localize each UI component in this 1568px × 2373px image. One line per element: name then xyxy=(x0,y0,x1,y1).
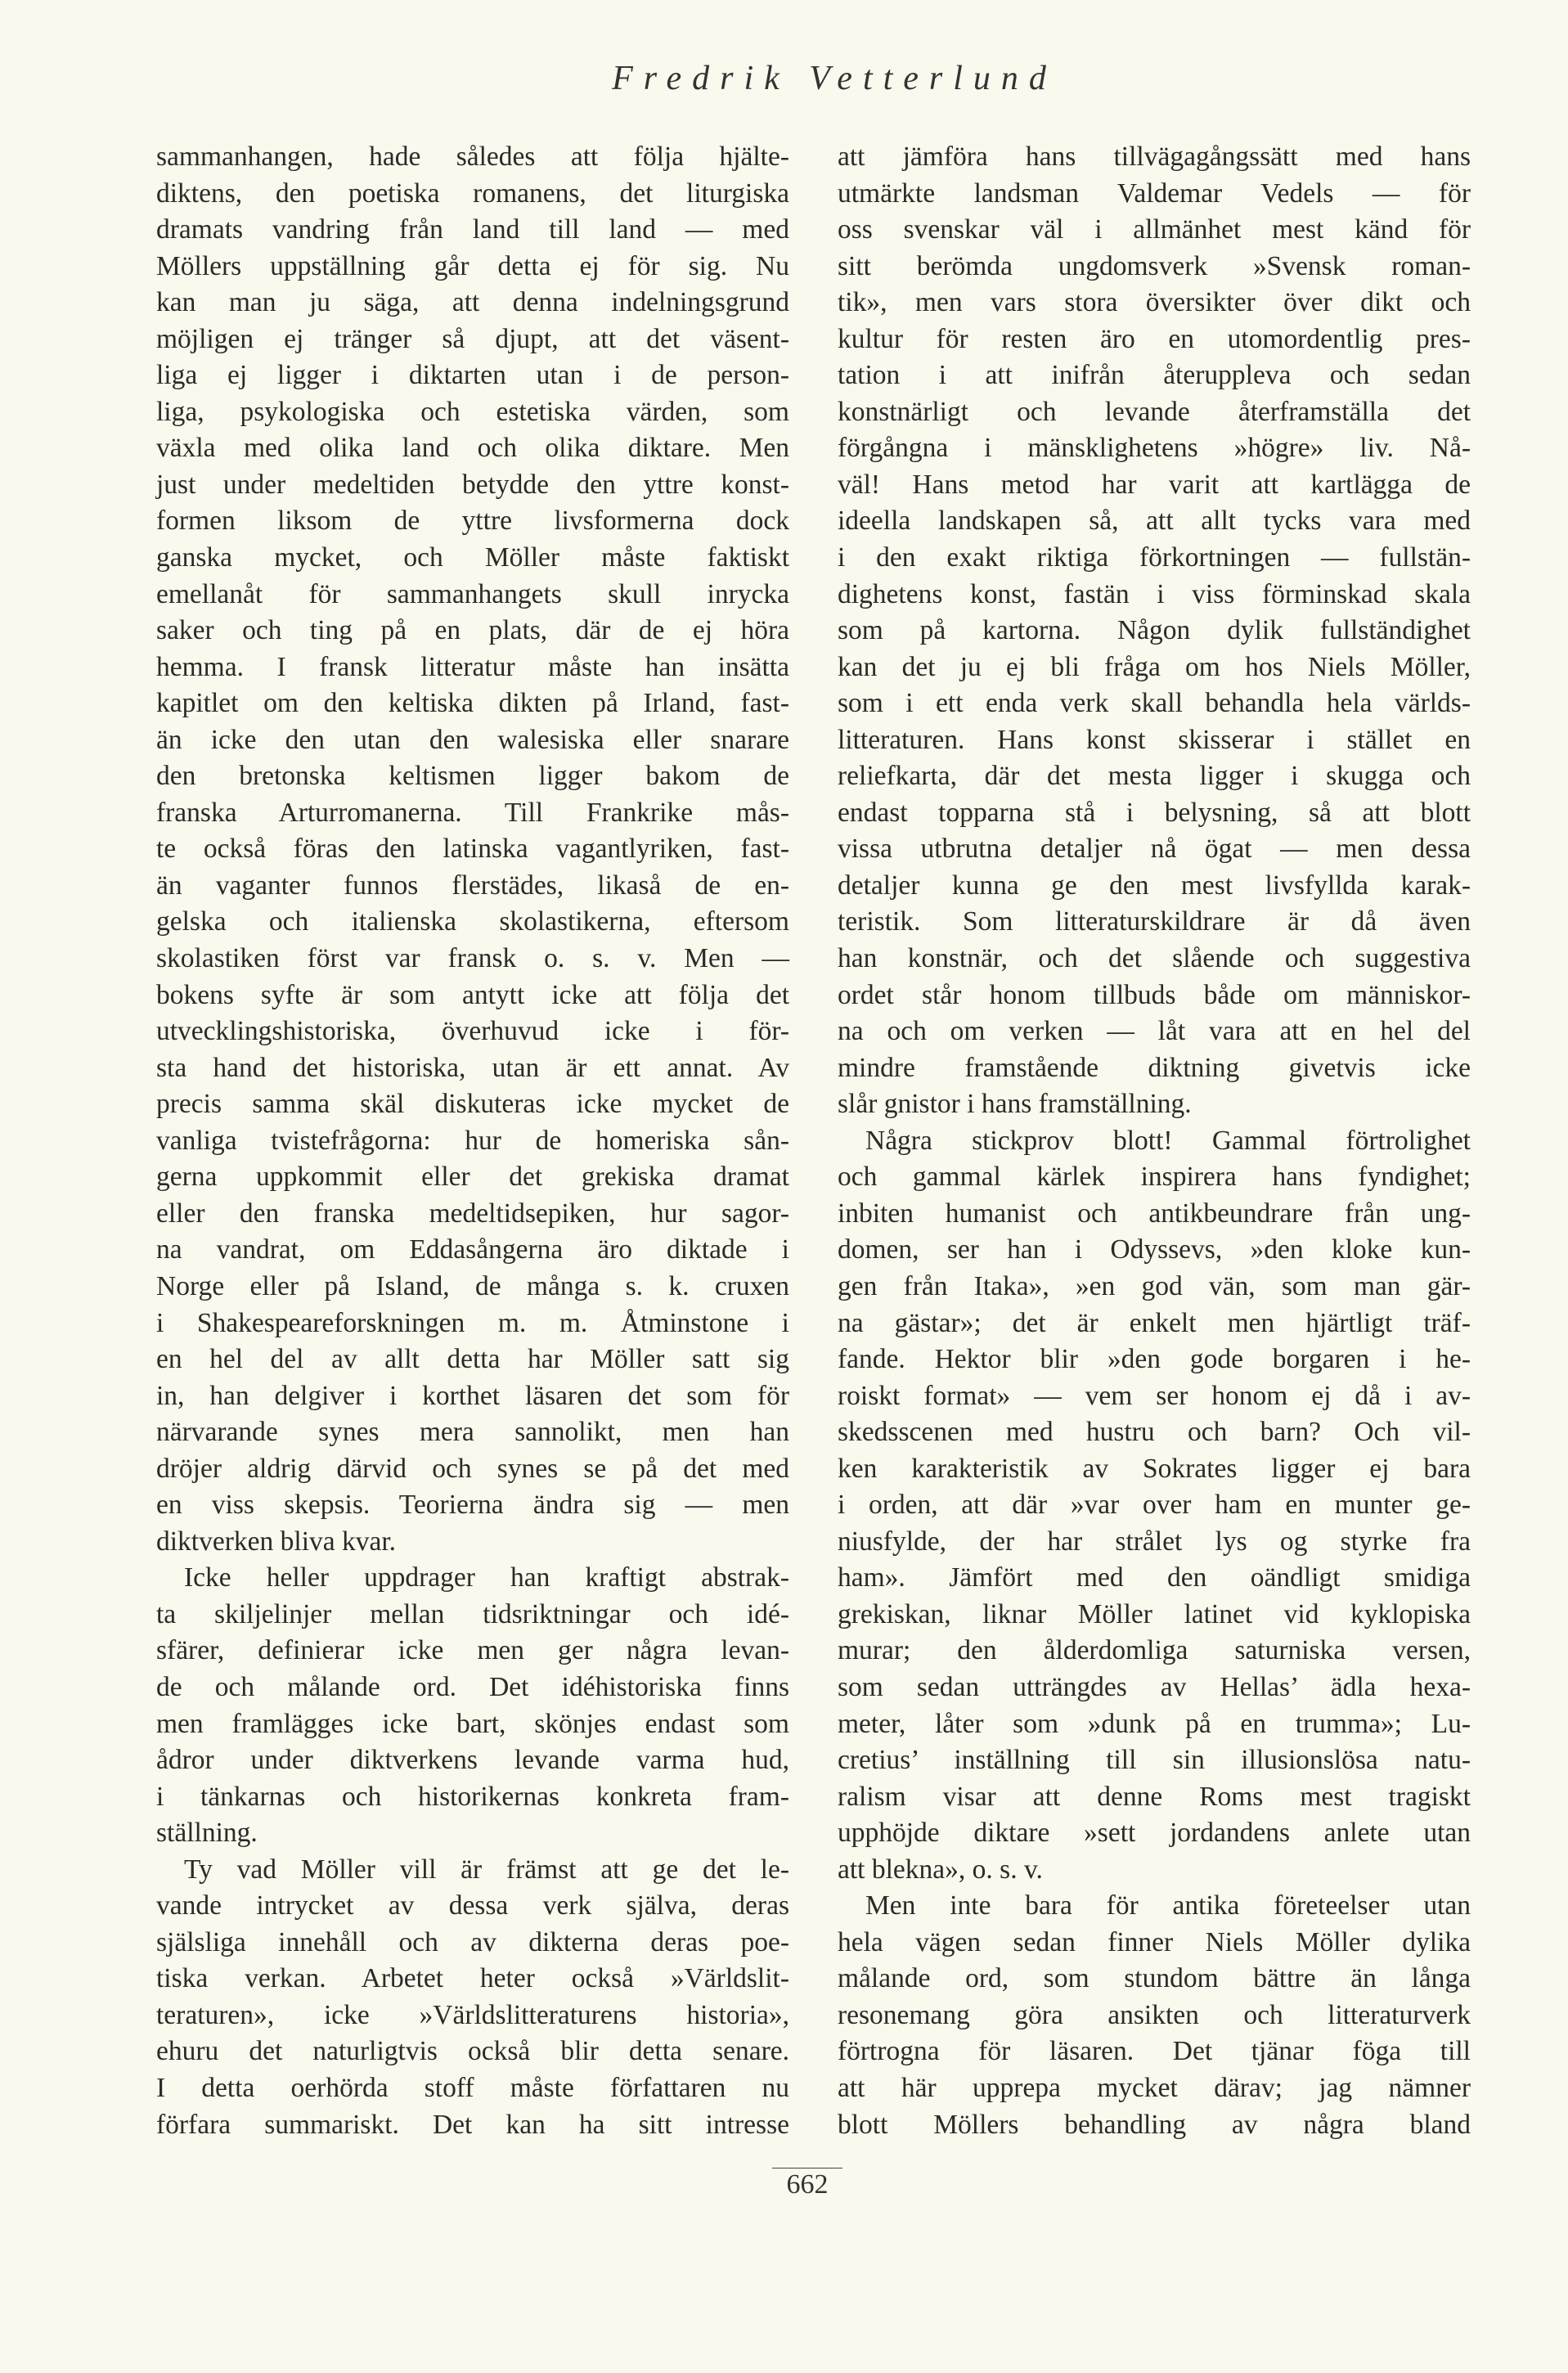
text-line: förfara summariskt. Det kan ha sitt intresse xyxy=(156,2109,789,2140)
text-line: som i ett enda verk skall behandla hela världs- xyxy=(838,688,1471,719)
text-line: liga, psykologiska och estetiska värden, som xyxy=(156,396,789,427)
text-line: fande. Hektor blir »den gode borgaren i he- xyxy=(838,1344,1471,1375)
text-line: sitt berömda ungdomsverk »Svensk roman- xyxy=(838,250,1471,281)
text-line: utvecklingshistoriska, överhuvud icke i för- xyxy=(156,1016,789,1047)
text-line: Ty vad Möller vill är främst att ge det le- xyxy=(184,1854,789,1885)
text-line: skedsscenen med hustru och barn? Och vil- xyxy=(838,1417,1471,1448)
text-line: Men inte bara för antika företeelser utan xyxy=(865,1890,1471,1921)
text-line: att blekna», o. s. v. xyxy=(838,1854,1043,1885)
text-line: ådror under diktverkens levande varma hud, xyxy=(156,1745,789,1776)
left-column xyxy=(156,139,789,2143)
text-line: vissa utbrutna detaljer nå ögat — men dessa xyxy=(838,834,1471,865)
page-number: 662 xyxy=(786,2169,829,2200)
text-line: möjligen ej tränger så djupt, att det väsent- xyxy=(156,323,789,354)
text-line: formen liksom de yttre livsformerna dock xyxy=(156,506,789,537)
text-line: kan man ju säga, att denna indelningsgrund xyxy=(156,287,789,318)
text-line: gerna uppkommit eller det grekiska dramat xyxy=(156,1162,789,1193)
text-line: cretius’ inställning till sin illusionslösa natu- xyxy=(838,1745,1471,1776)
text-line: sammanhangen, hade således att följa hjälte- xyxy=(156,142,789,172)
text-line: förtrogna för läsaren. Det tjänar föga till xyxy=(838,2036,1471,2067)
text-line: konstnärligt och levande återframställa det xyxy=(838,396,1471,427)
text-line: slår gnistor i hans framställning. xyxy=(838,1089,1192,1120)
text-line: i den exakt riktiga förkortningen — fullstän- xyxy=(838,542,1471,573)
text-line: Norge eller på Island, de många s. k. cruxen xyxy=(156,1270,789,1301)
text-line: än icke den utan den walesiska eller snarare xyxy=(156,724,789,755)
text-line: endast topparna stå i belysning, så att blott xyxy=(838,797,1471,828)
text-line: att här upprepa mycket därav; jag nämner xyxy=(838,2072,1471,2103)
text-line: bokens syfte är som antytt icke att följa det xyxy=(156,979,789,1010)
text-line: na vandrat, om Eddasångerna äro diktade i xyxy=(156,1234,789,1265)
paragraph xyxy=(838,1123,1471,1888)
text-line: I detta oerhörda stoff måste författaren nu xyxy=(156,2072,789,2103)
text-line: än vaganter funnos flerstädes, likaså de en- xyxy=(156,870,789,901)
text-line: en viss skepsis. Teorierna ändra sig — men xyxy=(156,1490,789,1521)
text-line: Några stickprov blott! Gammal förtrolighet xyxy=(865,1125,1471,1156)
page-number-rule xyxy=(772,2168,842,2169)
text-line: resonemang göra ansikten och litteraturverk xyxy=(838,1999,1471,2030)
text-line: inbiten humanist och antikbeundrare från ung- xyxy=(838,1198,1471,1229)
text-line: liga ej ligger i diktarten utan i de person- xyxy=(156,360,789,391)
paragraph xyxy=(156,139,789,1560)
text-line: eller den franska medeltidsepiken, hur sagor- xyxy=(156,1198,789,1229)
text-line: kapitlet om den keltiska dikten på Irland, fast- xyxy=(156,688,789,719)
text-line: som på kartorna. Någon dylik fullständighet xyxy=(838,615,1471,646)
text-line: kultur för resten äro en utomordentlig pres- xyxy=(838,323,1471,354)
text-line: sta hand det historiska, utan är ett annat. Av xyxy=(156,1052,789,1083)
text-line: ken karakteristik av Sokrates ligger ej bara xyxy=(838,1453,1471,1484)
text-line: hela vägen sedan finner Niels Möller dylika xyxy=(838,1926,1471,1957)
text-line: växla med olika land och olika diktare. Men xyxy=(156,433,789,464)
text-line: teristik. Som litteraturskildrare är då även xyxy=(838,906,1471,937)
text-line: målande ord, som stundom bättre än långa xyxy=(838,1963,1471,1994)
text-line: förgångna i mänsklighetens »högre» liv. Nå- xyxy=(838,433,1471,464)
text-line: väl! Hans metod har varit att kartlägga de xyxy=(838,469,1471,500)
paragraph xyxy=(156,1560,789,1851)
text-line: och gammal kärlek inspirera hans fyndighet; xyxy=(838,1162,1471,1193)
text-line: teraturen», icke »Världslitteraturens historia», xyxy=(156,1999,789,2030)
text-line: emellanåt för sammanhangets skull inrycka xyxy=(156,578,789,609)
text-line: Möllers uppställning går detta ej för sig. Nu xyxy=(156,250,789,281)
text-line: dröjer aldrig därvid och synes se på det med xyxy=(156,1453,789,1484)
text-line: domen, ser han i Odyssevs, »den kloke kun- xyxy=(838,1234,1471,1265)
text-line: som sedan utträngdes av Hellas’ ädla hexa- xyxy=(838,1671,1471,1702)
text-line: Icke heller uppdrager han kraftigt abstrak- xyxy=(184,1562,789,1593)
text-line: in, han delgiver i korthet läsaren det som för xyxy=(156,1380,789,1411)
text-line: närvarande synes mera sannolikt, men han xyxy=(156,1417,789,1448)
text-line: den bretonska keltismen ligger bakom de xyxy=(156,761,789,792)
text-line: meter, låter som »dunk på en trumma»; Lu- xyxy=(838,1708,1471,1739)
text-line: upphöjde diktare »sett jordandens anlete utan xyxy=(838,1818,1471,1849)
text-line: gelska och italienska skolastikerna, eftersom xyxy=(156,906,789,937)
text-line: ehuru det naturligtvis också blir detta senare. xyxy=(156,2036,789,2067)
paragraph xyxy=(838,139,1471,1123)
text-line: blott Möllers behandling av några bland xyxy=(838,2109,1471,2140)
text-line: precis samma skäl diskuteras icke mycket de xyxy=(156,1089,789,1120)
text-line: i tänkarnas och historikernas konkreta fram- xyxy=(156,1781,789,1812)
paragraph xyxy=(838,1888,1471,2143)
text-line: i Shakespeareforskningen m. m. Åtminstone i xyxy=(156,1307,789,1338)
text-line: vande intrycket av dessa verk själva, deras xyxy=(156,1890,789,1921)
text-line: vanliga tvistefrågorna: hur de homeriska sån- xyxy=(156,1125,789,1156)
text-line: te också föras den latinska vagantlyriken, fast- xyxy=(156,834,789,865)
text-line: oss svenskar väl i allmänhet mest känd för xyxy=(838,214,1471,245)
text-line: reliefkarta, där det mesta ligger i skugga och xyxy=(838,761,1471,792)
text-line: ordet står honom tillbuds både om människor- xyxy=(838,979,1471,1010)
text-line: tik», men vars stora översikter över dikt och xyxy=(838,287,1471,318)
text-line: de och målande ord. Det idéhistoriska finns xyxy=(156,1671,789,1702)
text-line: ställning. xyxy=(156,1818,258,1849)
text-line: hemma. I fransk litteratur måste han insätta xyxy=(156,651,789,682)
text-line: just under medeltiden betydde den yttre konst- xyxy=(156,469,789,500)
text-line: ideella landskapen så, att allt tycks vara med xyxy=(838,506,1471,537)
text-line: litteraturen. Hans konst skisserar i stället en xyxy=(838,724,1471,755)
text-line: han konstnär, och det slående och suggestiva xyxy=(838,943,1471,974)
text-line: en hel del av allt detta har Möller satt sig xyxy=(156,1344,789,1375)
text-line: ham». Jämfört med den oändligt smidiga xyxy=(838,1562,1471,1593)
text-line: kan det ju ej bli fråga om hos Niels Möller, xyxy=(838,651,1471,682)
right-column xyxy=(838,139,1471,2143)
text-line: utmärkte landsman Valdemar Vedels — för xyxy=(838,178,1471,209)
text-line: na och om verken — låt vara att en hel del xyxy=(838,1016,1471,1047)
text-line: gen från Itaka», »en god vän, som man gär- xyxy=(838,1270,1471,1301)
text-line: ganska mycket, och Möller måste faktiskt xyxy=(156,542,789,573)
text-line: saker och ting på en plats, där de ej höra xyxy=(156,615,789,646)
text-line: tiska verkan. Arbetet heter också »Världslit- xyxy=(156,1963,789,1994)
text-line: dramats vandring från land till land — med xyxy=(156,214,789,245)
text-line: ta skiljelinjer mellan tidsriktningar och idé- xyxy=(156,1598,789,1629)
text-line: na gästar»; det är enkelt men hjärtligt träf- xyxy=(838,1307,1471,1338)
text-line: detaljer kunna ge den mest livsfyllda karak- xyxy=(838,870,1471,901)
text-line: roiskt format» — vem ser honom ej då i av- xyxy=(838,1380,1471,1411)
text-line: ralism visar att denne Roms mest tragiskt xyxy=(838,1781,1471,1812)
text-line: dighetens konst, fastän i viss förminskad skala xyxy=(838,578,1471,609)
text-line: diktens, den poetiska romanens, det liturgiska xyxy=(156,178,789,209)
text-line: men framlägges icke bart, skönjes endast som xyxy=(156,1708,789,1739)
text-line: murar; den ålderdomliga saturniska versen, xyxy=(838,1635,1471,1666)
text-line: diktverken bliva kvar. xyxy=(156,1526,397,1557)
text-line: sfärer, definierar icke men ger några levan- xyxy=(156,1635,789,1666)
text-line: grekiskan, liknar Möller latinet vid kyklopiska xyxy=(838,1598,1471,1629)
paragraph xyxy=(156,1852,789,2143)
text-line: tation i att inifrån återuppleva och sedan xyxy=(838,360,1471,391)
text-line: franska Arturromanerna. Till Frankrike mås- xyxy=(156,797,789,828)
text-line: mindre framstående diktning givetvis icke xyxy=(838,1052,1471,1083)
text-line: niusfylde, der har strålet lys og styrke fra xyxy=(838,1526,1471,1557)
text-line: skolastiken först var fransk o. s. v. Men — xyxy=(156,943,789,974)
text-line: att jämföra hans tillvägagångssätt med hans xyxy=(838,142,1471,172)
running-header: Fredrik Vetterlund xyxy=(612,60,1057,97)
text-line: i orden, att där »var over ham en munter ge- xyxy=(838,1490,1471,1521)
text-line: själsliga innehåll och av dikterna deras poe- xyxy=(156,1926,789,1957)
